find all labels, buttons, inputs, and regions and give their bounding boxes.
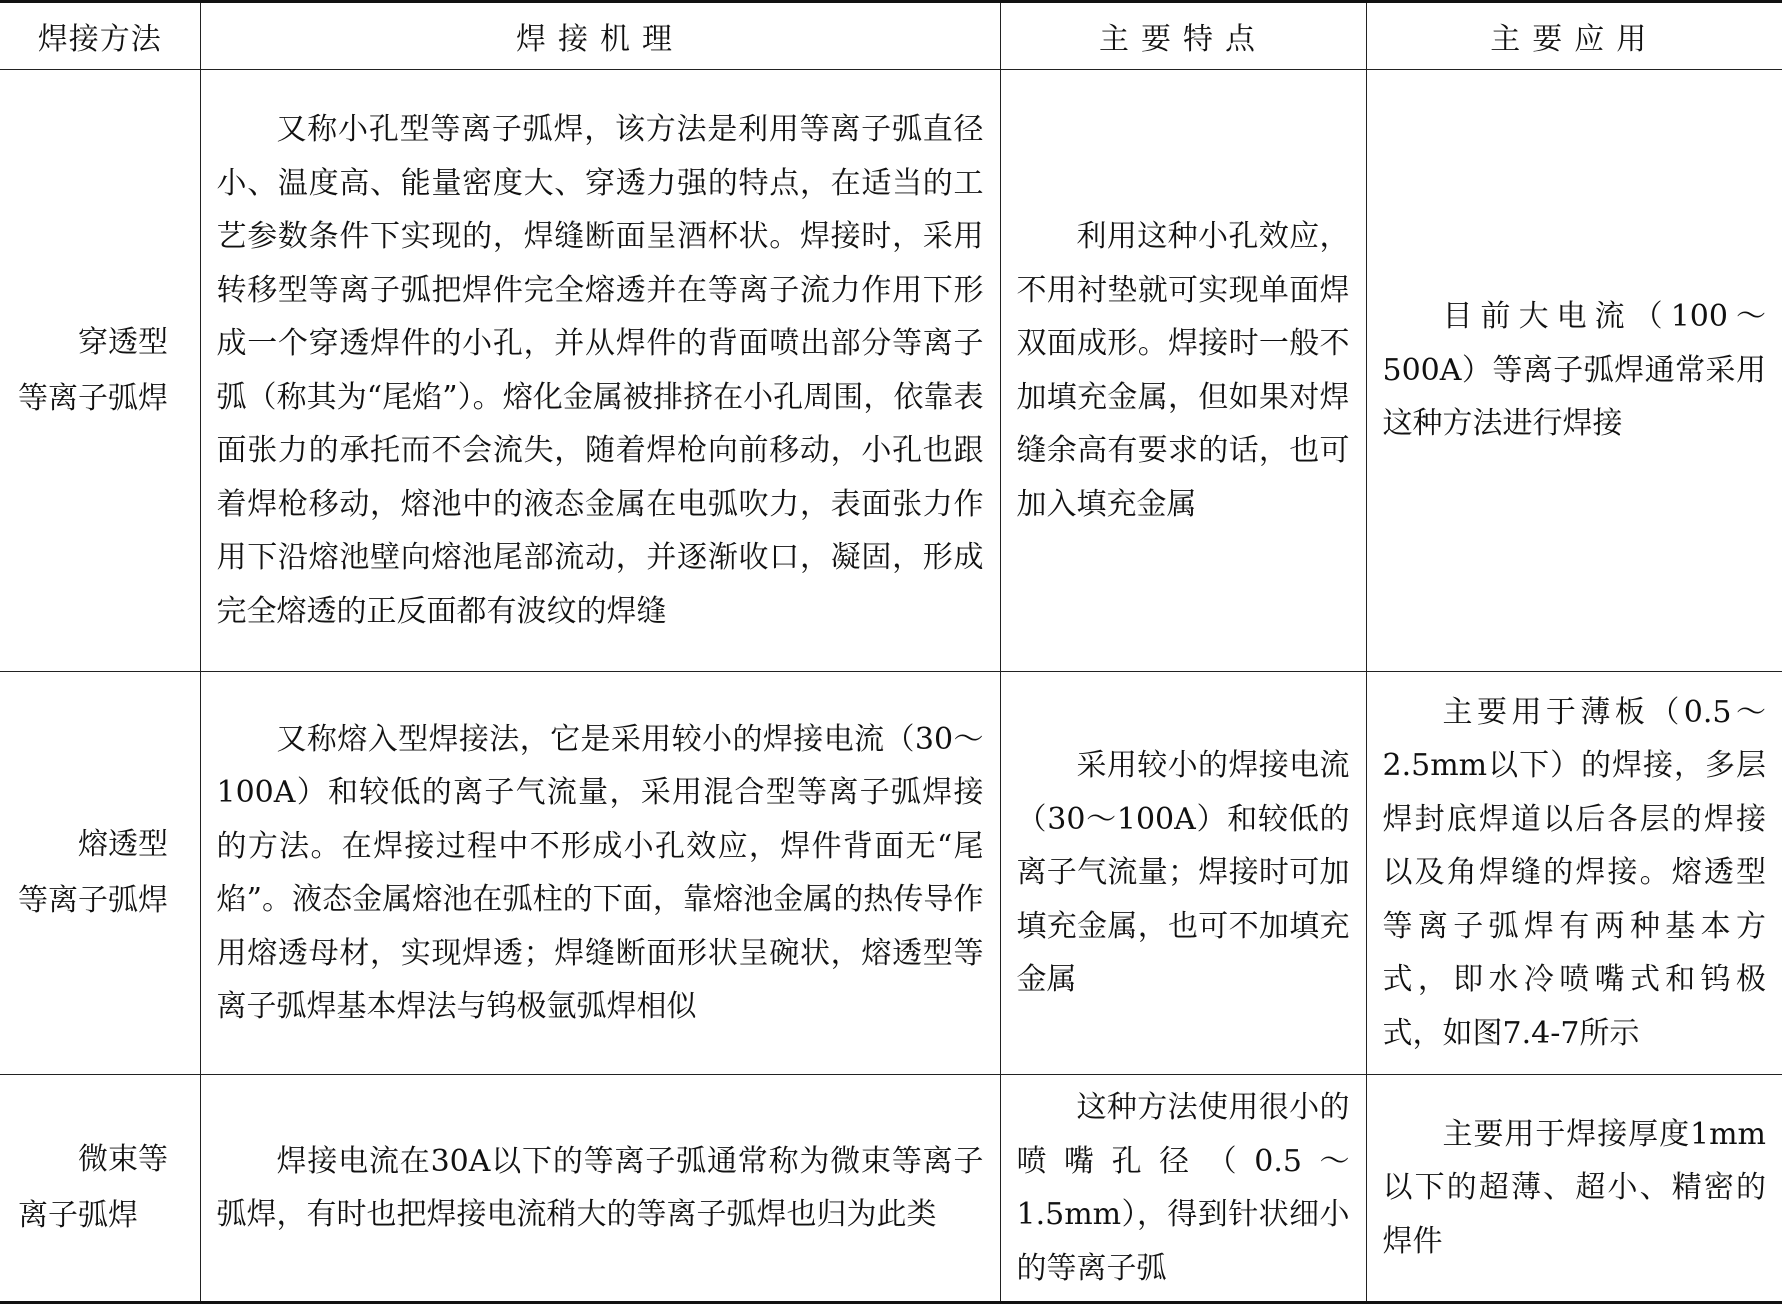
method-cell <box>0 1075 200 1303</box>
applications-text: 主要用于薄板（0.5～2.5mm以下）的焊接，多层焊封底焊道以后各层的焊接以及角焊缝的焊接。熔透型等离子弧焊有两种基本方式，即水冷喷嘴式和钨极式，如图7.4-7所示 <box>1382 694 1766 1051</box>
method-cell <box>0 672 200 1075</box>
table-row <box>0 70 1782 672</box>
features-text: 这种方法使用很小的喷嘴孔径（0.5～1.5mm），得到针状细小的等离子弧 <box>1016 1090 1350 1286</box>
method-text: 微束等离子弧焊 <box>18 1142 168 1233</box>
features-cell <box>1000 1075 1366 1303</box>
applications-cell <box>1366 1075 1782 1303</box>
applications-text: 目前大电流（100～500A）等离子弧焊通常采用这种方法进行焊接 <box>1382 299 1766 442</box>
applications-text: 主要用于焊接厚度1mm以下的超薄、超小、精密的焊件 <box>1382 1116 1766 1259</box>
features-text: 采用较小的焊接电流（30～100A）和较低的离子气流量；焊接时可加填充金属，也可不加填充金属 <box>1016 748 1350 998</box>
applications-cell <box>1366 70 1782 672</box>
method-cell <box>0 70 200 672</box>
mechanism-cell <box>200 70 1000 672</box>
table-row <box>0 672 1782 1075</box>
mechanism-text: 又称熔入型焊接法，它是采用较小的焊接电流（30～100A）和较低的离子气流量，采用混合型等离子弧焊接的方法。在焊接过程中不形成小孔效应，焊件背面无“尾焰”。液态金属熔池在弧柱的下面，靠熔池金属的热传导作用熔透母材，实现焊透；焊缝断面形状呈碗状，熔透型等离子弧焊基本焊法与钨极氩弧焊相似 <box>216 721 984 1024</box>
mechanism-text: 又称小孔型等离子弧焊，该方法是利用等离子弧直径小、温度高、能量密度大、穿透力强的特点，在适当的工艺参数条件下实现的，焊缝断面呈酒杯状。焊接时，采用转移型等离子弧把焊件完全熔透并在等离子流力作用下形成一个穿透焊件的小孔，并从焊件的背面喷出部分等离子弧（称其为“尾焰”）。熔化金属被排挤在小孔周围，依靠表面张力的承托而不会流失，随着焊枪向前移动，小孔也跟着焊枪移动，熔池中的液态金属在电弧吹力，表面张力作用下沿熔池壁向熔池尾部流动，并逐渐收口，凝固，形成完全熔透的正反面都有波纹的焊缝 <box>216 112 984 629</box>
table-row <box>0 1075 1782 1303</box>
mechanism-cell <box>200 1075 1000 1303</box>
applications-cell <box>1366 672 1782 1075</box>
header-method: 焊接方法 <box>0 2 200 70</box>
features-cell <box>1000 672 1366 1075</box>
mechanism-text: 焊接电流在30A以下的等离子弧通常称为微束等离子弧焊，有时也把焊接电流稍大的等离子弧焊也归为此类 <box>216 1143 984 1232</box>
features-text: 利用这种小孔效应，不用衬垫就可实现单面焊双面成形。焊接时一般不加填充金属，但如果对焊缝余高有要求的话，也可加入填充金属 <box>1016 219 1350 522</box>
method-text: 熔透型等离子弧焊 <box>18 827 168 918</box>
method-text: 穿透型等离子弧焊 <box>18 324 168 416</box>
header-applications: 主要应用 <box>1366 2 1782 70</box>
mechanism-cell <box>200 672 1000 1075</box>
header-mechanism: 焊接机理 <box>200 2 1000 70</box>
header-features: 主要特点 <box>1000 2 1366 70</box>
table-header-row <box>0 2 1782 70</box>
features-cell <box>1000 70 1366 672</box>
